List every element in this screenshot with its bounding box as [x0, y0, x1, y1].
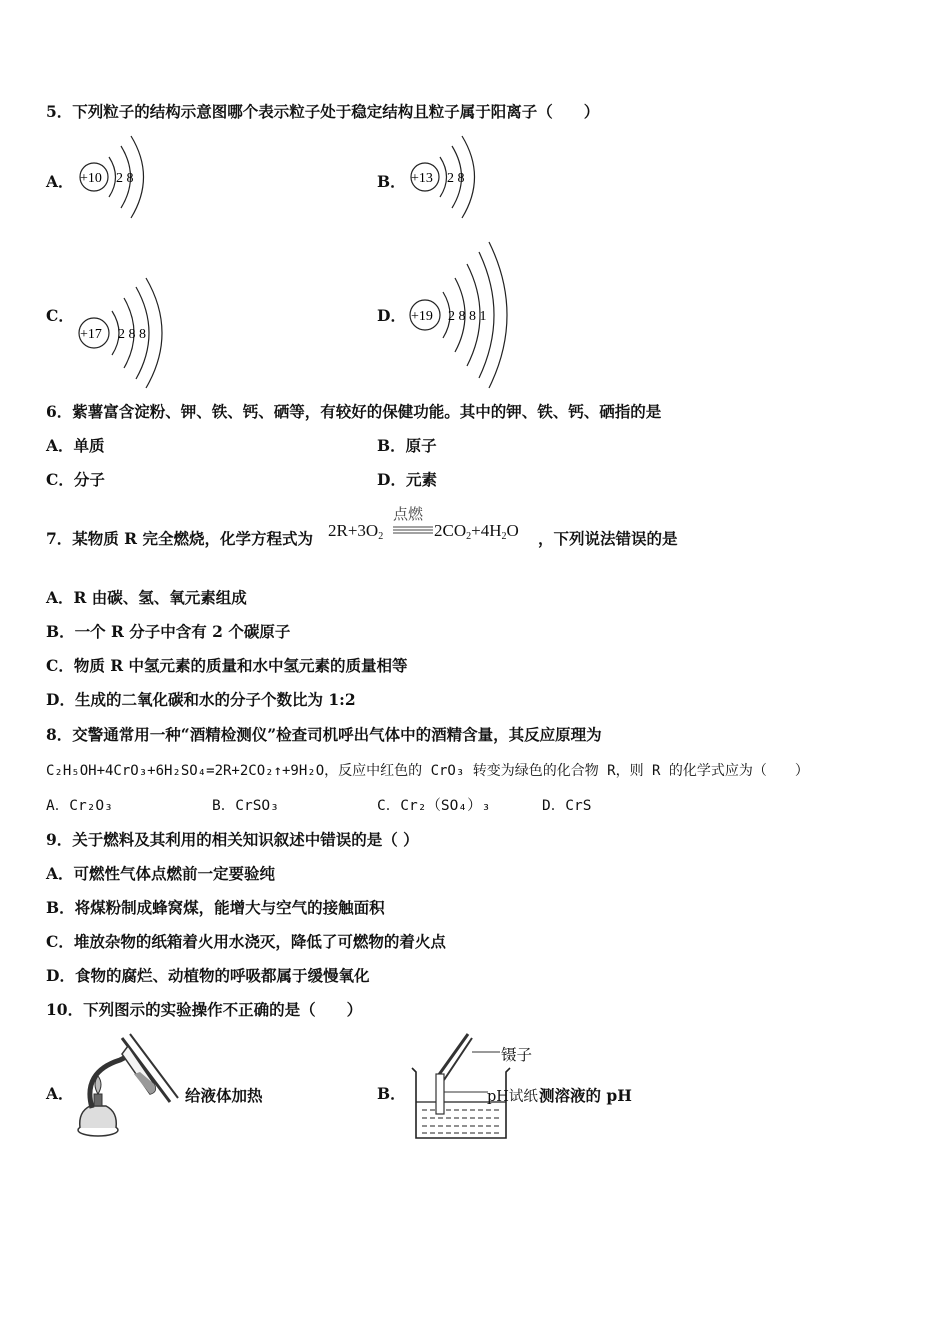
q10-stem: 10．下列图示的实验操作不正确的是（ ） — [46, 1000, 363, 1019]
q5-option-a-label: A． — [46, 172, 74, 191]
q7-stem-start: 7．某物质 R 完全燃烧，化学方程式为 — [46, 529, 313, 548]
q7-option-d: D．生成的二氧化碳和水的分子个数比为 1:2 — [46, 690, 356, 709]
q7-option-a: A．R 由碳、氢、氧元素组成 — [46, 588, 247, 607]
q7-eq-r1-sub: 2 — [466, 531, 472, 542]
q10-option-a-label: A． — [46, 1084, 74, 1103]
q5-d-nucleus: +19 — [411, 309, 433, 324]
q7-option-b: B．一个 R 分子中含有 2 个碳原子 — [46, 622, 291, 641]
q5-a-nucleus: +10 — [80, 171, 102, 186]
q5-option-b-label: B． — [377, 172, 406, 191]
q5-b-nucleus: +13 — [411, 171, 433, 186]
q7-equation-right — [434, 521, 519, 542]
q6-option-b: B．原子 — [377, 436, 437, 455]
q7-eq-left-sub: 2 — [378, 531, 384, 542]
q7-eq-r2-sub: 2 — [501, 531, 507, 542]
q5-option-d-label: D． — [377, 306, 406, 325]
q10-option-b-label: B． — [377, 1084, 406, 1103]
q8-formula: C₂H₅OH+4CrO₃+6H₂SO₄=2R+2CO₂↑+9H₂O，反应中红色的 CrO₃ 转变为绿色的化合物 R，则 R 的化学式应为（ ） — [46, 763, 809, 779]
q5-atom-diagram-c — [74, 276, 174, 386]
q7-eq-left-text: 2R+3O — [328, 521, 379, 540]
q9-option-b: B．将煤粉制成蜂窝煤，能增大与空气的接触面积 — [46, 898, 385, 917]
heating-liquid-illustration — [72, 1032, 184, 1144]
q7-option-c: C．物质 R 中氢元素的质量和水中氢元素的质量相等 — [46, 656, 408, 675]
q9-option-c: C．堆放杂物的纸箱着火用水浇灭，降低了可燃物的着火点 — [46, 932, 446, 951]
q9-option-a: A．可燃性气体点燃前一定要验纯 — [46, 864, 276, 883]
q7-eq-r2: +4H — [471, 521, 502, 540]
q7-equals-sign — [393, 526, 433, 534]
q8-option-a: A．Cr₂O₃ — [46, 798, 113, 814]
q5-b-shells: 2 8 — [447, 171, 465, 186]
q9-option-d: D．食物的腐烂、动植物的呼吸都属于缓慢氧化 — [46, 966, 370, 985]
q5-atom-diagram-d — [405, 240, 515, 390]
q5-c-shells: 2 8 8 — [118, 327, 146, 342]
q7-eq-r1: 2CO — [434, 521, 467, 540]
q8-option-d: D．CrS — [542, 798, 592, 814]
q7-stem-end: ，下列说法错误的是 — [538, 529, 678, 548]
q9-stem: 9．关于燃料及其利用的相关知识叙述中错误的是（ ） — [46, 830, 419, 849]
q5-d-shells: 2 8 8 1 — [448, 309, 487, 324]
q5-stem: 5．下列粒子的结构示意图哪个表示粒子处于稳定结构且粒子属于阳离子（ ） — [46, 102, 600, 121]
q7-condition: 点燃 — [393, 507, 424, 523]
q6-stem: 6．紫薯富含淀粉、钾、铁、钙、硒等，有较好的保健功能。其中的钾、铁、钙、硒指的是 — [46, 402, 662, 421]
q10-b-tweezers-label: 镊子 — [501, 1046, 533, 1064]
q10-a-caption: 给液体加热 — [185, 1086, 263, 1105]
q5-atom-diagram-b — [405, 132, 495, 222]
q10-b-ph-paper-label: pH试纸 — [487, 1089, 538, 1105]
q5-option-c-label: C． — [46, 306, 74, 325]
q10-b-caption: 测溶液的 pH — [539, 1086, 632, 1105]
q8-option-b: B．CrSO₃ — [212, 798, 279, 814]
q8-stem: 8．交警通常用一种“酒精检测仪”检查司机呼出气体中的酒精含量，其反应原理为 — [46, 725, 602, 744]
q5-atom-diagram-a — [74, 132, 164, 222]
q6-option-c: C．分子 — [46, 470, 105, 489]
q8-option-c: C．Cr₂（SO₄）₃ — [377, 798, 491, 814]
q5-a-shells: 2 8 — [116, 171, 134, 186]
q7-equation-left — [328, 521, 383, 542]
q6-option-a: A．单质 — [46, 436, 105, 455]
q7-eq-r3: O — [506, 521, 519, 540]
q6-option-d: D．元素 — [377, 470, 437, 489]
q5-c-nucleus: +17 — [80, 327, 102, 342]
